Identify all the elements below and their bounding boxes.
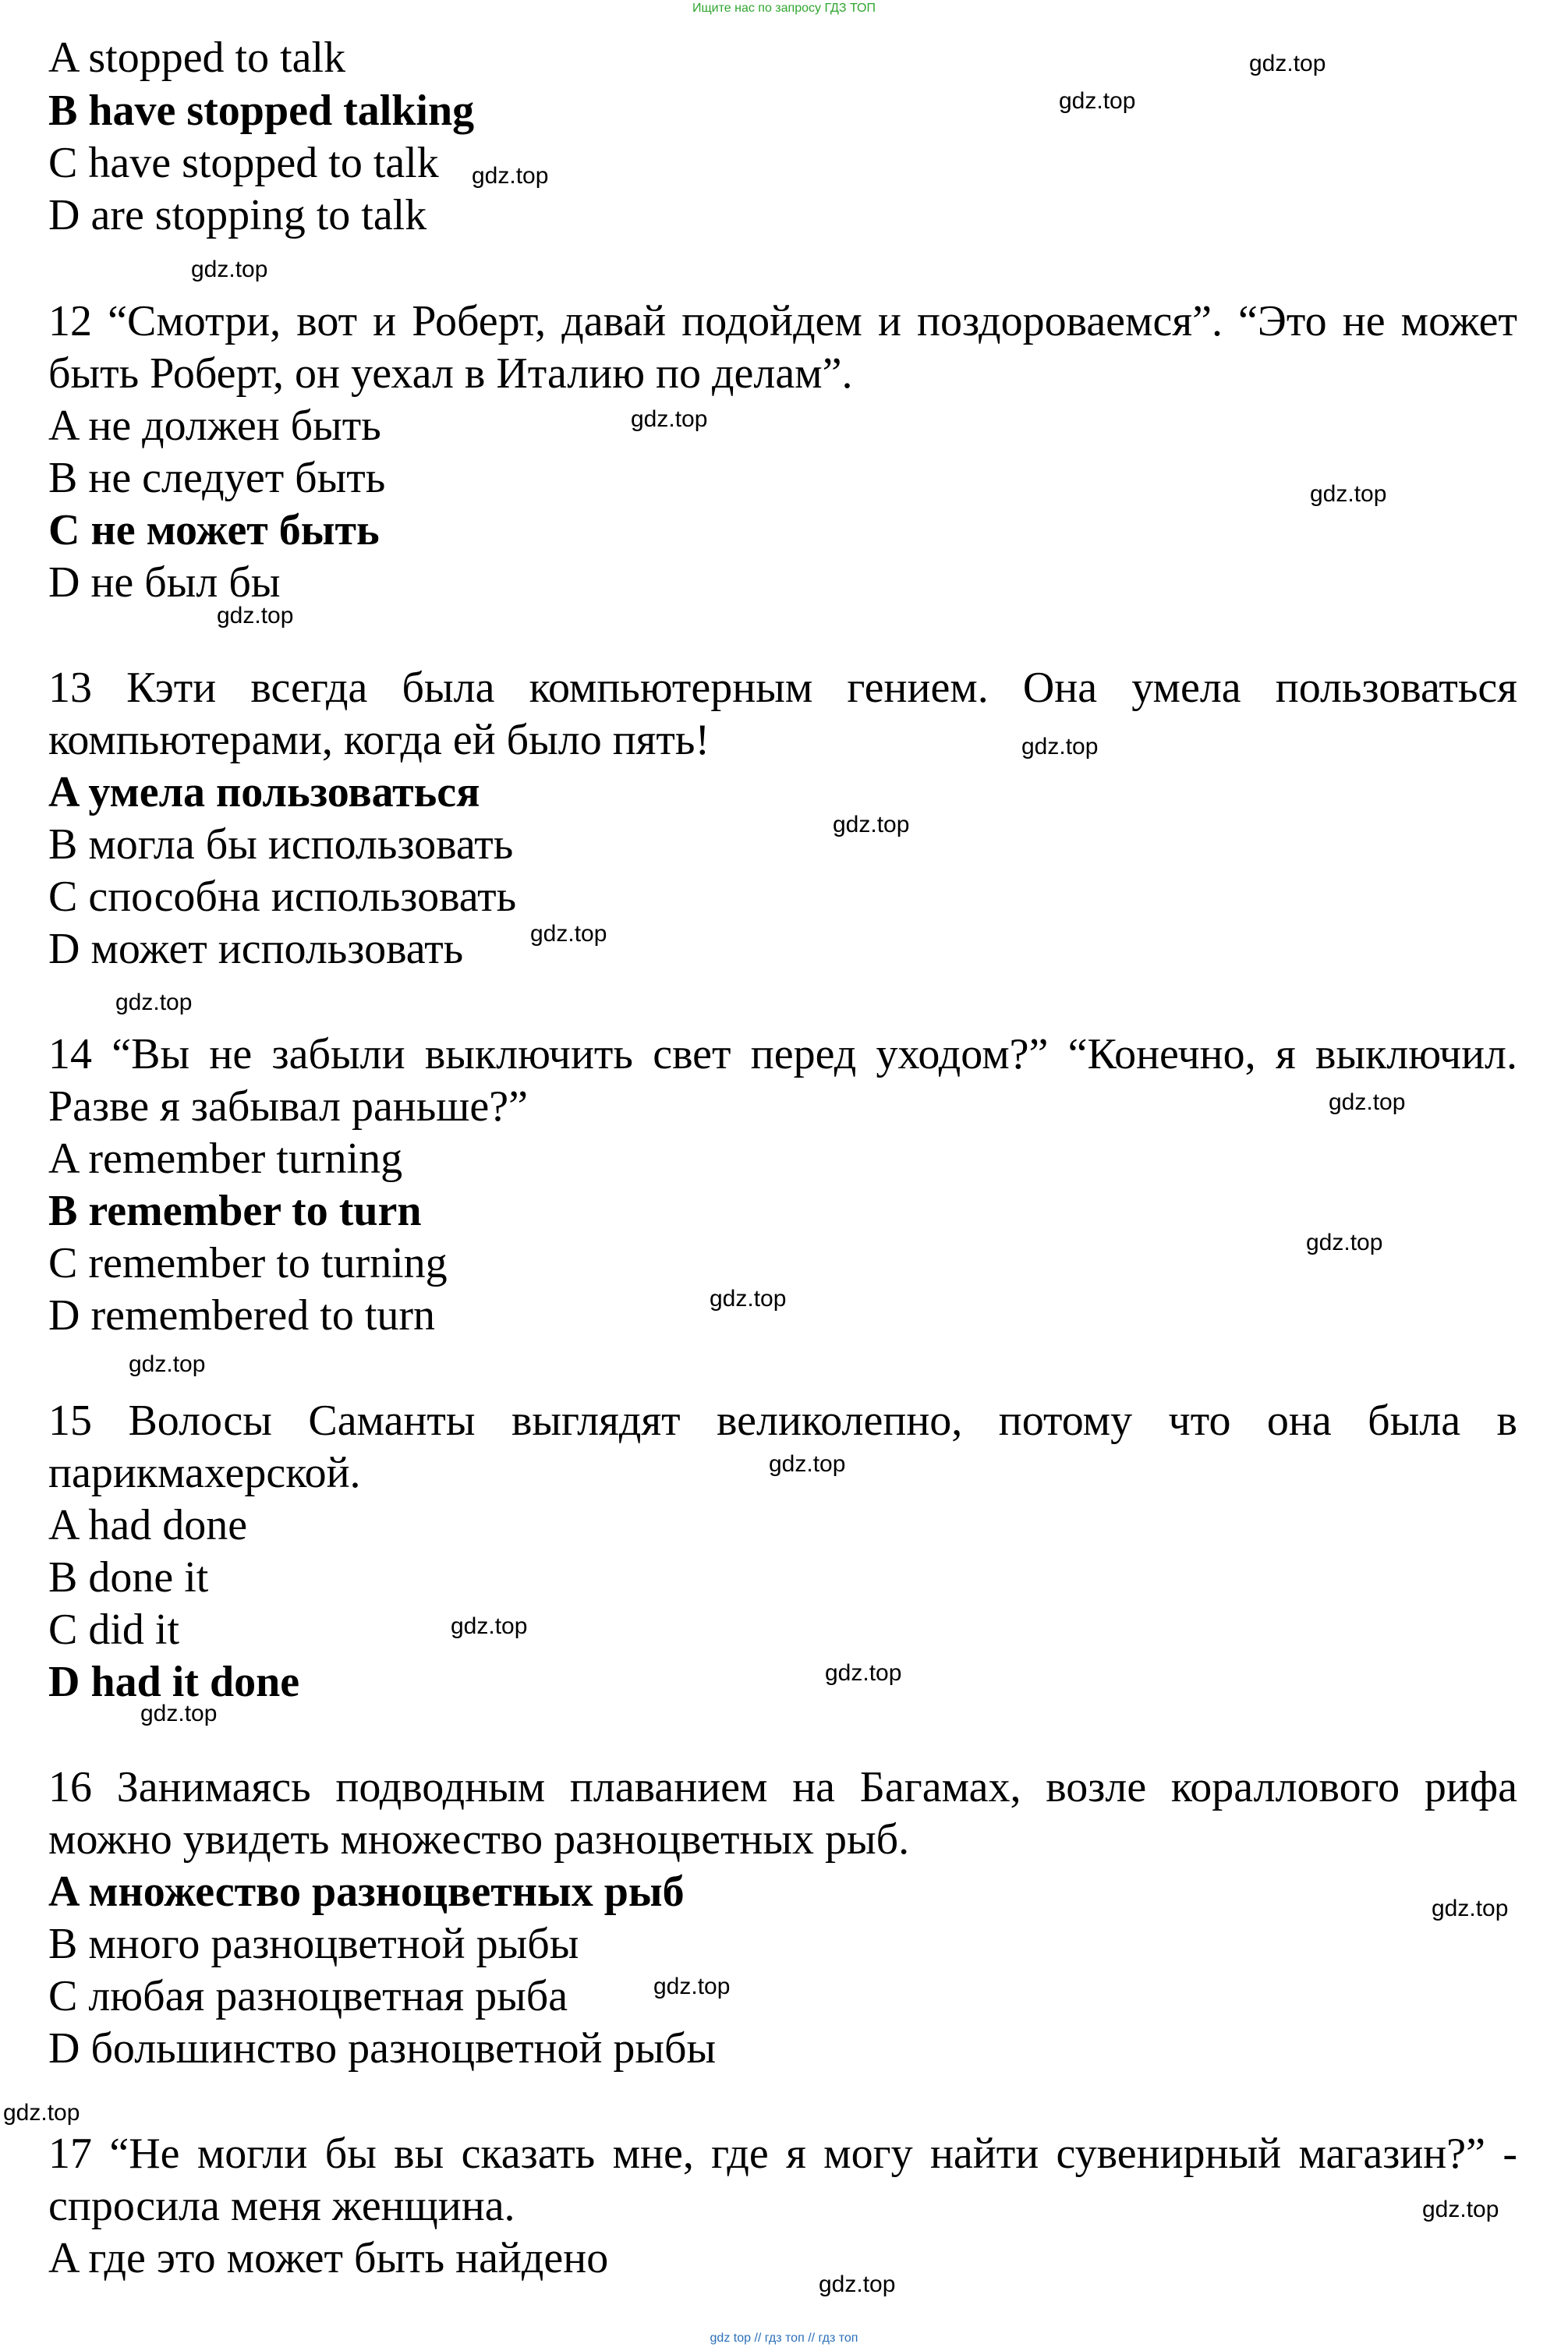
q11-option-b-correct: B have stopped talking <box>48 87 475 135</box>
watermark: gdz.top <box>1432 1896 1509 1921</box>
q15-option-b: B done it <box>48 1553 209 1602</box>
watermark: gdz.top <box>1059 88 1136 114</box>
watermark: gdz.top <box>472 163 549 189</box>
q11-option-a: A stopped to talk <box>48 34 346 82</box>
q14-option-c: C remember to turning <box>48 1239 448 1287</box>
q13-option-b: B могла бы использовать <box>48 820 514 869</box>
q11-option-c: C have stopped to talk <box>48 139 439 187</box>
q15-question-line-1: 15 Волосы Саманты выглядят великолепно, потому что она была в <box>48 1397 1517 1445</box>
q14-option-a: A remember turning <box>48 1135 403 1183</box>
q13-question-line-2: компьютерами, когда ей было пять! <box>48 716 710 764</box>
q16-option-d: D большинство разноцветной рыбы <box>48 2024 717 2073</box>
q16-option-c: C любая разноцветная рыба <box>48 1972 568 2020</box>
q15-question-line-2: парикмахерской. <box>48 1449 361 1497</box>
q16-option-b: B много разноцветной рыбы <box>48 1920 579 1968</box>
q16-question-line-1: 16 Занимаясь подводным плаванием на Багамах, возле кораллового рифа <box>48 1763 1517 1811</box>
watermark: gdz.top <box>1021 734 1099 759</box>
watermark: gdz.top <box>769 1451 846 1477</box>
watermark: gdz.top <box>3 2100 80 2126</box>
q11-option-d: D are stopping to talk <box>48 191 427 239</box>
watermark: gdz.top <box>710 1286 787 1312</box>
watermark: gdz.top <box>1249 51 1326 76</box>
q12-option-a: A не должен быть <box>48 402 381 450</box>
q14-question-line-2: Разве я забывал раньше?” <box>48 1082 528 1131</box>
q14-option-d: D remembered to turn <box>48 1291 436 1340</box>
watermark: gdz.top <box>191 257 268 282</box>
watermark: gdz.top <box>1306 1230 1383 1255</box>
watermark: gdz.top <box>1329 1089 1406 1115</box>
q17-question-line-2: спросила меня женщина. <box>48 2182 515 2230</box>
q12-option-d: D не был бы <box>48 558 281 607</box>
watermark: gdz.top <box>140 1701 218 1726</box>
q12-question-line-1: 12 “Смотри, вот и Роберт, давай подойдем и поздороваемся”. “Это не может <box>48 297 1517 345</box>
q14-option-b-correct: B remember to turn <box>48 1187 422 1235</box>
watermark: gdz.top <box>217 603 294 628</box>
q13-option-d: D может использовать <box>48 925 464 973</box>
q17-option-a: A где это может быть найдено <box>48 2234 609 2282</box>
watermark: gdz.top <box>1310 481 1387 507</box>
watermark: gdz.top <box>115 990 193 1015</box>
watermark: gdz.top <box>1422 2197 1499 2222</box>
q15-option-c: C did it <box>48 1606 180 1654</box>
watermark: gdz.top <box>833 812 910 837</box>
watermark: gdz.top <box>825 1660 902 1686</box>
q13-option-a-correct: A умела пользоваться <box>48 768 480 816</box>
q12-question-line-2: быть Роберт, он уехал в Италию по делам”. <box>48 349 853 398</box>
q16-option-a-correct: A множество разноцветных рыб <box>48 1868 685 1916</box>
q14-question-line-1: 14 “Вы не забыли выключить свет перед уходом?” “Конечно, я выключил. <box>48 1030 1517 1078</box>
watermark: gdz.top <box>451 1613 528 1639</box>
q15-option-a: A had done <box>48 1501 248 1549</box>
bottom-banner: gdz top // гдз топ // гдз топ <box>710 2332 858 2345</box>
watermark: gdz.top <box>129 1351 206 1377</box>
watermark: gdz.top <box>653 1974 731 1999</box>
q15-option-d-correct: D had it done <box>48 1658 300 1706</box>
watermark: gdz.top <box>819 2271 896 2297</box>
q12-option-c-correct: C не может быть <box>48 506 380 554</box>
top-banner: Ищите нас по запросу ГДЗ ТОП <box>692 2 876 15</box>
q12-option-b: B не следует быть <box>48 454 386 502</box>
q16-question-line-2: можно увидеть множество разноцветных рыб. <box>48 1815 910 1864</box>
watermark: gdz.top <box>530 921 607 947</box>
watermark: gdz.top <box>631 406 708 432</box>
q17-question-line-1: 17 “Не могли бы вы сказать мне, где я могу найти сувенирный магазин?” - <box>48 2130 1517 2178</box>
q13-question-line-1: 13 Кэти всегда была компьютерным гением. Она умела пользоваться <box>48 664 1517 712</box>
q13-option-c: C способна использовать <box>48 873 517 921</box>
